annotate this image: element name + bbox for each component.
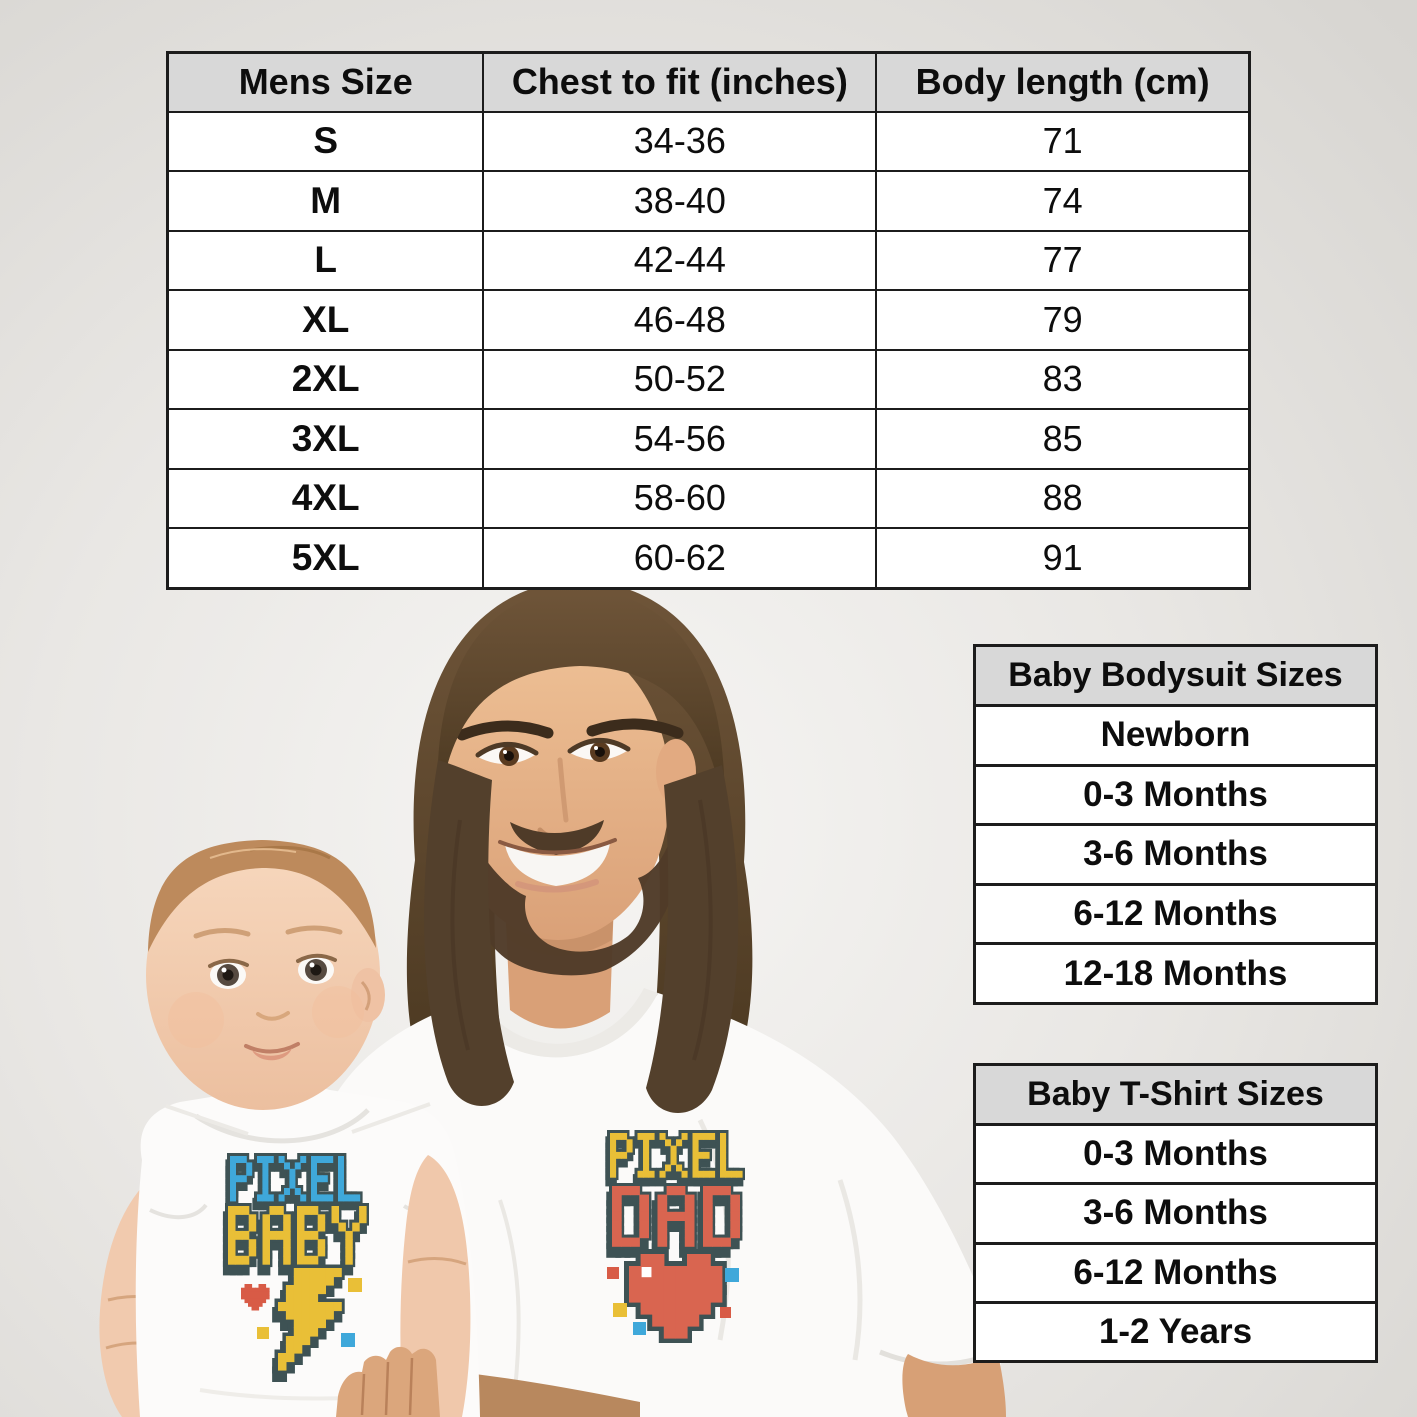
mens-size-row <box>168 171 1250 231</box>
chest-range-cell: 42-44 <box>483 231 876 291</box>
body-length-cell: 77 <box>876 231 1249 291</box>
size-label-cell: 4XL <box>168 469 484 529</box>
size-row <box>975 765 1377 825</box>
baby-bodysuit-sizes-table <box>973 644 1378 1005</box>
size-label-cell: M <box>168 171 484 231</box>
chest-range-cell: 50-52 <box>483 350 876 410</box>
col-header-body-length: Body length (cm) <box>876 53 1249 112</box>
size-label-cell: 3XL <box>168 409 484 469</box>
body-length-cell: 79 <box>876 290 1249 350</box>
mens-size-table-body <box>168 112 1250 589</box>
col-header-chest-to-fit: Chest to fit (inches) <box>483 53 876 112</box>
tshirt-table-body <box>975 1125 1377 1362</box>
body-length-cell: 88 <box>876 469 1249 529</box>
tshirt-size-cell: 1-2 Years <box>975 1302 1377 1361</box>
baby-cheek <box>168 992 224 1048</box>
mens-size-row <box>168 112 1250 172</box>
baby-tshirt-sizes-table <box>973 1063 1378 1363</box>
chest-range-cell: 46-48 <box>483 290 876 350</box>
tshirt-size-cell: 6-12 Months <box>975 1243 1377 1302</box>
mens-size-row <box>168 528 1250 588</box>
col-header-mens-size: Mens Size <box>168 53 484 112</box>
bodysuit-size-cell: 6-12 Months <box>975 884 1377 944</box>
tshirt-table-title: Baby T-Shirt Sizes <box>975 1065 1377 1125</box>
size-row <box>975 1302 1377 1361</box>
baby-cheek <box>312 986 364 1038</box>
size-row <box>975 884 1377 944</box>
size-label-cell: L <box>168 231 484 291</box>
size-row <box>975 706 1377 766</box>
bodysuit-size-cell: 0-3 Months <box>975 765 1377 825</box>
mens-size-chart-table <box>166 51 1251 590</box>
bodysuit-table-body <box>975 706 1377 1004</box>
mens-size-row <box>168 231 1250 291</box>
size-row <box>975 1243 1377 1302</box>
tshirt-size-cell: 3-6 Months <box>975 1184 1377 1243</box>
body-length-cell: 85 <box>876 409 1249 469</box>
size-label-cell: XL <box>168 290 484 350</box>
size-label-cell: 2XL <box>168 350 484 410</box>
chest-range-cell: 54-56 <box>483 409 876 469</box>
bodysuit-size-cell: 3-6 Months <box>975 825 1377 885</box>
size-row <box>975 944 1377 1004</box>
bodysuit-header-row <box>975 646 1377 706</box>
size-row <box>975 825 1377 885</box>
body-length-cell: 91 <box>876 528 1249 588</box>
body-length-cell: 74 <box>876 171 1249 231</box>
mens-size-header-row <box>168 53 1250 112</box>
chest-range-cell: 34-36 <box>483 112 876 172</box>
chest-range-cell: 38-40 <box>483 171 876 231</box>
mens-size-row <box>168 409 1250 469</box>
chest-range-cell: 58-60 <box>483 469 876 529</box>
bodysuit-size-cell: 12-18 Months <box>975 944 1377 1004</box>
size-label-cell: 5XL <box>168 528 484 588</box>
body-length-cell: 71 <box>876 112 1249 172</box>
body-length-cell: 83 <box>876 350 1249 410</box>
tshirt-header-row <box>975 1065 1377 1125</box>
mens-size-row <box>168 469 1250 529</box>
bodysuit-size-cell: Newborn <box>975 706 1377 766</box>
size-row <box>975 1125 1377 1184</box>
tshirt-size-cell: 0-3 Months <box>975 1125 1377 1184</box>
bodysuit-table-title: Baby Bodysuit Sizes <box>975 646 1377 706</box>
mens-size-row <box>168 290 1250 350</box>
mens-size-row <box>168 350 1250 410</box>
size-label-cell: S <box>168 112 484 172</box>
size-row <box>975 1184 1377 1243</box>
chest-range-cell: 60-62 <box>483 528 876 588</box>
